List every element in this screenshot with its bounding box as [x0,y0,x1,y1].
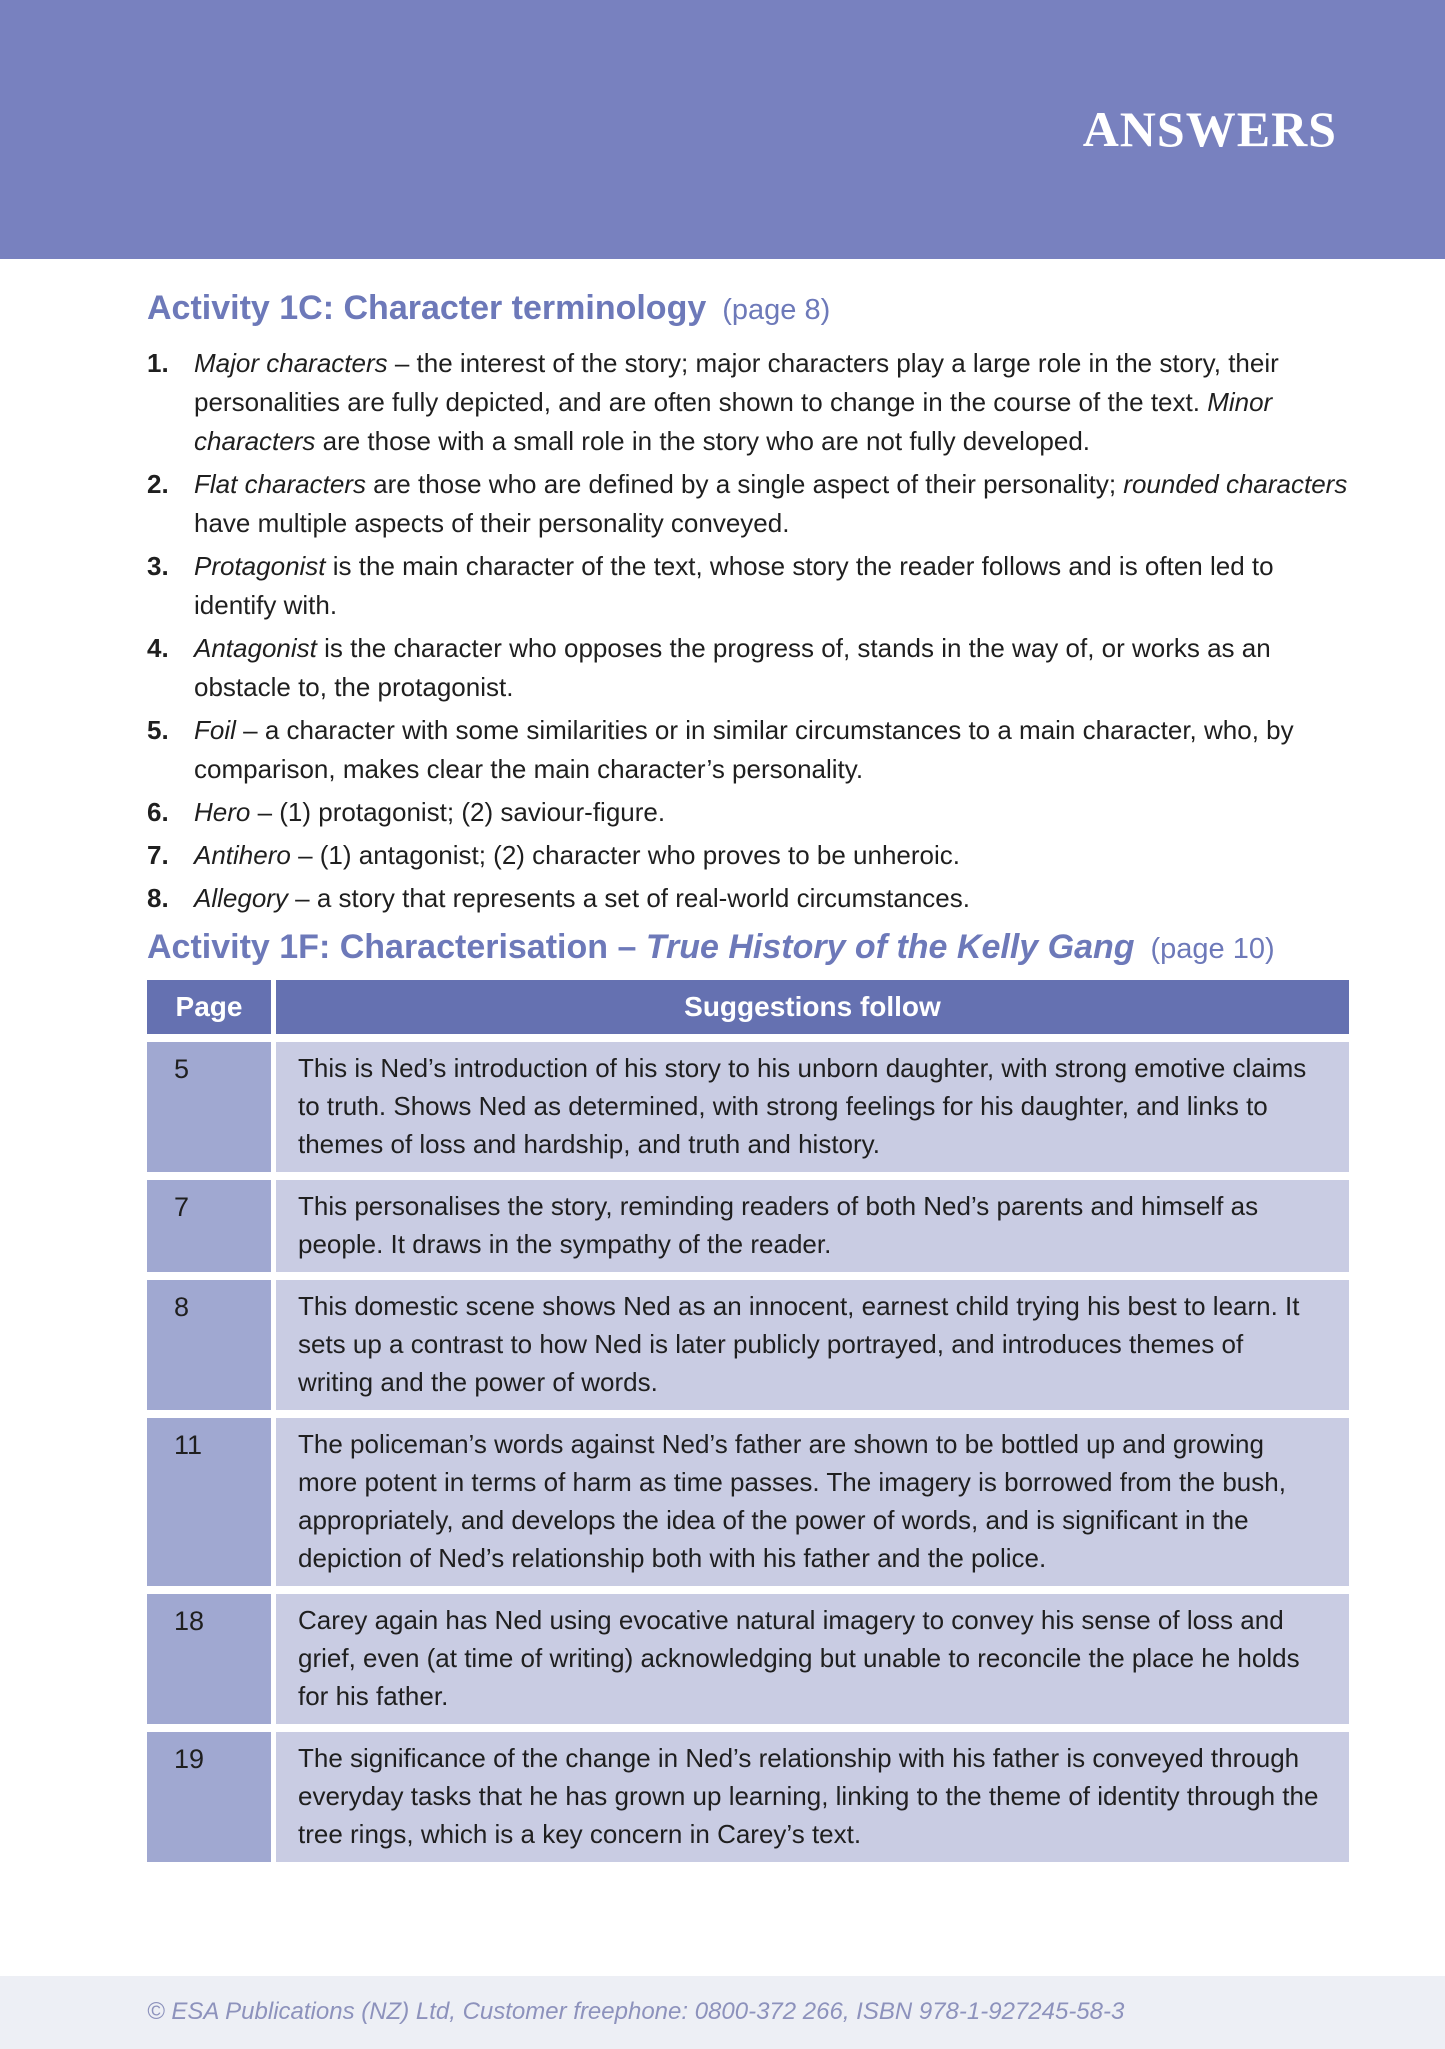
table-row [147,1594,1349,1724]
item-number: 3. [147,550,169,581]
table-row [147,1180,1349,1272]
column-header-page: Page [147,980,271,1034]
item-text: Antagonist is the character who opposes the progress of, stands in the way of, or works as an obstacle to, the protagonist. [194,632,1271,702]
answer-item [147,793,1349,832]
page-footer [0,1976,1445,2049]
suggestion-cell: The policeman’s words against Ned’s father are shown to be bottled up and growing more potent in terms of harm as time passes. The imagery is borrowed from the bush, appropriately, and develops the idea of the power of words, and is significant in the depiction of Ned’s relationship both with his father and the police. [276,1418,1349,1586]
terminology-answer-list [147,344,1349,918]
section-heading-1c [147,287,1349,330]
item-text: Hero – (1) protagonist; (2) saviour-figure. [194,796,666,827]
table-row [147,1418,1349,1586]
answer-item [147,465,1349,543]
item-number: 6. [147,796,169,827]
table-row [147,1732,1349,1862]
page-cell: 19 [147,1732,271,1862]
suggestion-cell: This personalises the story, reminding readers of both Ned’s parents and himself as people. It draws in the sympathy of the reader. [276,1180,1349,1272]
section-heading-1c-page-ref: (page 8) [722,294,831,326]
answer-item [147,629,1349,707]
answer-item [147,836,1349,875]
answer-item [147,879,1349,918]
section-heading-1c-text: Activity 1C: Character terminology [147,289,707,327]
page-title: ANSWERS [1082,101,1337,157]
content-area [147,259,1349,1870]
item-text: Allegory – a story that represents a set of real-world circumstances. [194,882,970,913]
item-number: 4. [147,632,169,663]
table-row [147,1280,1349,1410]
item-number: 5. [147,714,169,745]
answers-banner [0,0,1445,259]
suggestion-cell: The significance of the change in Ned’s relationship with his father is conveyed through everyday tasks that he has grown up learning, linking to the theme of identity through the tree rings, which is a key concern in Carey’s text. [276,1732,1349,1862]
item-text: Major characters – the interest of the story; major characters play a large role in the story, their personalities are fully depicted, and are often shown to change in the course of the text. Minor characters are those with a small role in the story who are not fully developed. [194,347,1279,456]
item-text: Foil – a character with some similarities or in similar circumstances to a main character, who, by comparison, makes clear the main character’s personality. [194,714,1294,784]
publisher-imprint: © ESA Publications (NZ) Ltd, Customer freephone: 0800-372 266, ISBN 978-1-927245-58-3 [147,1998,1125,2025]
item-number: 8. [147,882,169,913]
page-cell: 7 [147,1180,271,1272]
table-row [147,1042,1349,1172]
page-cell: 18 [147,1594,271,1724]
suggestions-table [147,980,1349,1862]
suggestions-table-body [147,1042,1349,1862]
page-cell: 5 [147,1042,271,1172]
item-text: Protagonist is the main character of the text, whose story the reader follows and is often led to identify with. [194,550,1274,620]
section-heading-1f [147,926,1349,969]
page-cell: 11 [147,1418,271,1586]
section-heading-1f-page-ref: (page 10) [1150,932,1275,965]
answer-item [147,344,1349,461]
item-number: 1. [147,347,169,378]
item-number: 2. [147,468,169,499]
item-number: 7. [147,839,169,870]
item-text: Flat characters are those who are defined by a single aspect of their personality; rounded characters have multiple aspects of their personality conveyed. [194,468,1348,538]
suggestion-cell: Carey again has Ned using evocative natural imagery to convey his sense of loss and grief, even (at time of writing) acknowledging but unable to reconcile the place he holds for his father. [276,1594,1349,1724]
section-heading-1f-text: Activity 1F: Characterisation – [147,927,646,966]
section-heading-1f-book-title: True History of the Kelly Gang [645,927,1135,966]
suggestions-table-header [147,980,1349,1034]
item-text: Antihero – (1) antagonist; (2) character who proves to be unheroic. [194,839,960,870]
answer-item [147,711,1349,789]
column-header-suggestions: Suggestions follow [276,980,1349,1034]
page-cell: 8 [147,1280,271,1410]
answer-item [147,547,1349,625]
suggestion-cell: This is Ned’s introduction of his story to his unborn daughter, with strong emotive claims to truth. Shows Ned as determined, with strong feelings for his daughter, and links to themes of loss and hardship, and truth and history. [276,1042,1349,1172]
suggestion-cell: This domestic scene shows Ned as an innocent, earnest child trying his best to learn. It sets up a contrast to how Ned is later publicly portrayed, and introduces themes of writing and the power of words. [276,1280,1349,1410]
